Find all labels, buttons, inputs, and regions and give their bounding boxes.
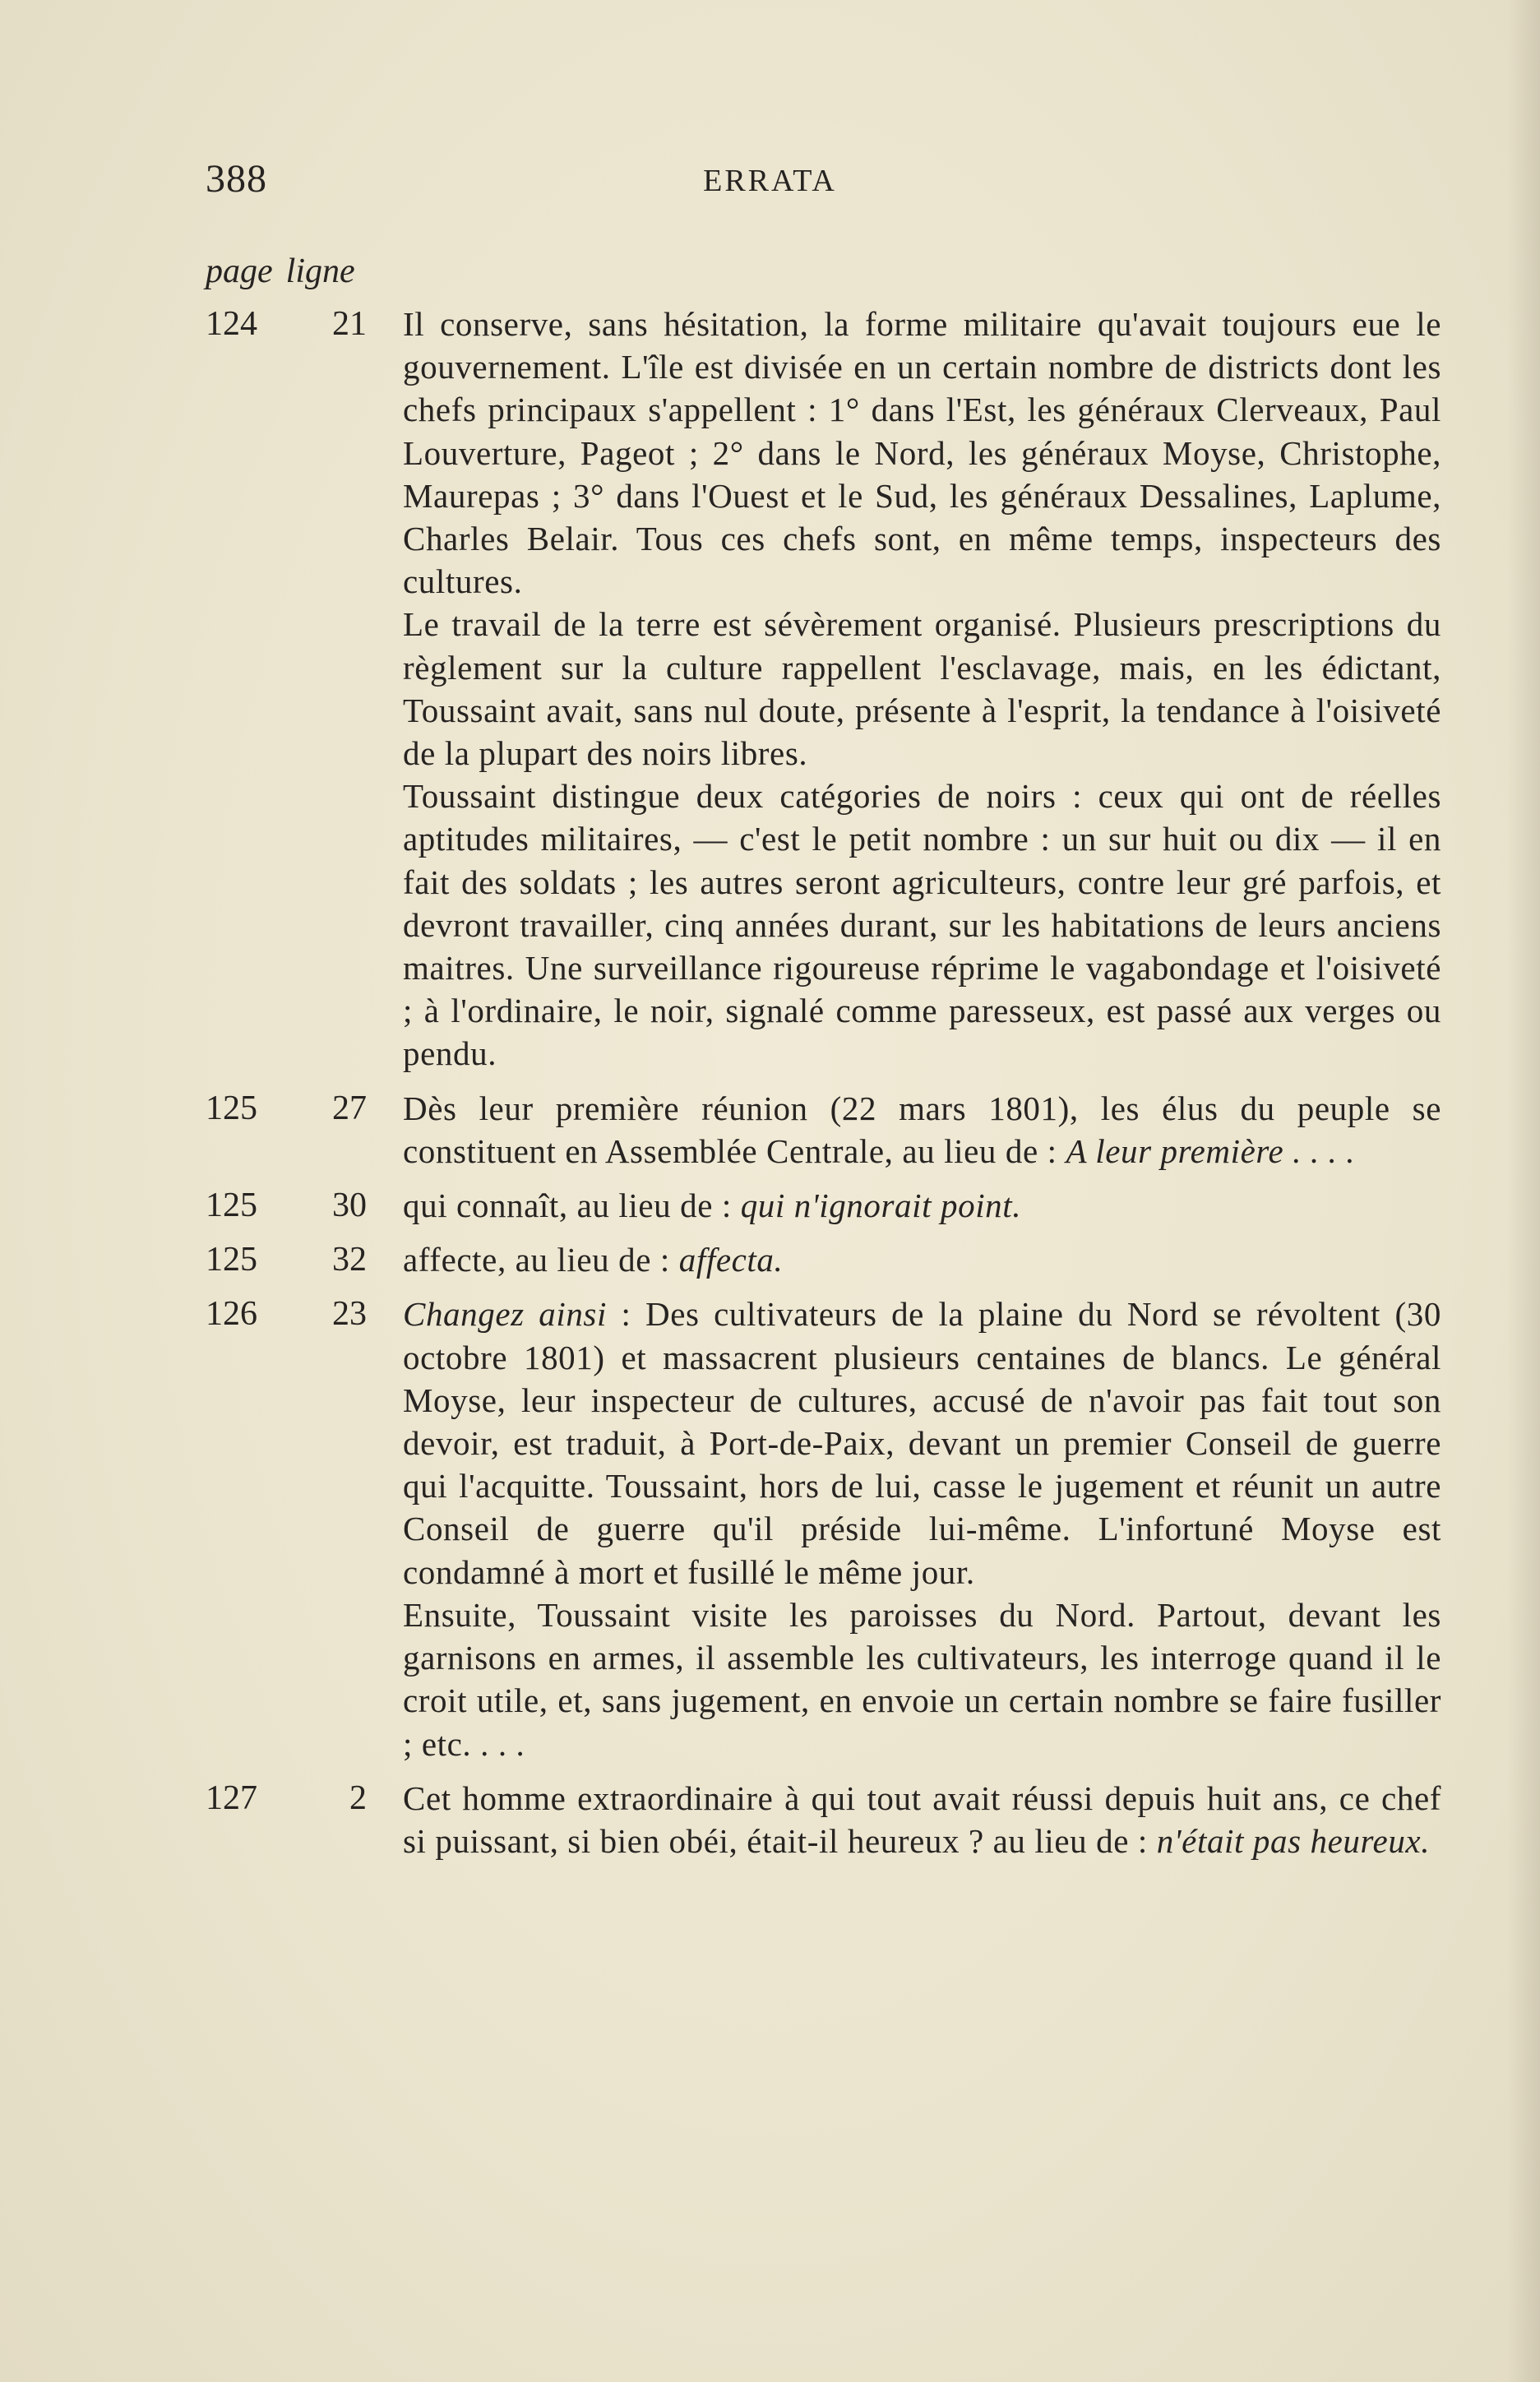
- instruction-text: Changez ainsi: [403, 1295, 607, 1334]
- entry-text: [403, 1777, 1441, 1862]
- original-text: A leur première . . . .: [1066, 1131, 1356, 1170]
- entry-page-ref: 125: [206, 1089, 257, 1127]
- errata-entry: [206, 1777, 1443, 1862]
- errata-list: [206, 303, 1443, 1874]
- column-headers: [206, 252, 368, 291]
- entry-text: [403, 1087, 1441, 1172]
- entry-paragraph: [403, 1184, 1441, 1227]
- entry-paragraph: Toussaint distingue deux catégories de noirs : ceux qui ont de réelles aptitudes militaires, — c'est le petit nombre : un sur huit ou dix — il en fait des soldats ; les autres seront agriculteurs, contre leur gré parfois, et devront travailler, cinq années durant, sur les habitations de leurs anciens maitres. Une surveillance rigoureuse réprime le vagabondage et l'oisiveté ; à l'ordinaire, le noir, signalé comme paresseux, est passé aux verges ou pendu.: [403, 777, 1441, 1073]
- original-text: qui n'ignorait point.: [740, 1186, 1022, 1225]
- entry-text: [403, 1293, 1441, 1765]
- entry-line-ref: 21: [332, 305, 367, 343]
- entry-paragraph: [403, 1777, 1441, 1862]
- entry-line-ref: 2: [349, 1778, 367, 1817]
- entry-paragraph: Ensuite, Toussaint visite les paroisses du Nord. Partout, devant les garnisons en armes, il assemble les cultivateurs, les interroge quand il le croit utile, et, sans jugement, en envoie un certain nombre se faire fusiller ; etc. . . .: [403, 1595, 1441, 1763]
- page-number: 388: [206, 157, 267, 201]
- correction-text: qui connaît, au lieu de :: [403, 1186, 732, 1225]
- errata-entry: [206, 1087, 1443, 1172]
- entry-line-ref: 32: [332, 1241, 367, 1279]
- entry-page-ref: 125: [206, 1241, 257, 1279]
- entry-page-ref: 125: [206, 1186, 257, 1225]
- entry-text: [403, 1184, 1441, 1227]
- correction-text: Cet homme extraordinaire à qui tout avait réussi depuis huit ans, ce chef si puissant, si bien obéi, était-il heureux ? au lieu de :: [403, 1778, 1441, 1860]
- entry-line-ref: 27: [332, 1089, 367, 1127]
- column-header-line: ligne: [285, 252, 355, 290]
- running-title: ERRATA: [703, 164, 837, 198]
- errata-entry: [206, 303, 1443, 1075]
- errata-entry: [206, 1184, 1443, 1227]
- entry-page-ref: 126: [206, 1295, 257, 1334]
- entry-page-ref: 127: [206, 1778, 257, 1817]
- original-text: affecta.: [678, 1241, 784, 1279]
- entry-line-ref: 23: [332, 1295, 367, 1334]
- entry-page-ref: 124: [206, 305, 257, 343]
- original-text: n'était pas heureux.: [1156, 1821, 1431, 1860]
- entry-paragraph: Le travail de la terre est sévèrement organisé. Plusieurs prescriptions du règlement sur la culture rappellent l'esclavage, mais, en les édictant, Toussaint avait, sans nul doute, présente à l'esprit, la tendance à l'oisiveté de la plupart des noirs libres.: [403, 605, 1441, 773]
- entry-text: [403, 303, 1441, 1075]
- entry-paragraph: Il conserve, sans hésitation, la forme militaire qu'avait toujours eue le gouvernement. L'île est divisée en un certain nombre de districts dont les chefs principaux s'appellent : 1° dans l'Est, les généraux Clerveaux, Paul Louverture, Pageot ; 2° dans le Nord, les généraux Moyse, Christophe, Maurepas ; 3° dans l'Ouest et le Sud, les généraux Dessalines, Laplume, Charles Belair. Tous ces chefs sont, en même temps, inspecteurs des cultures.: [403, 305, 1441, 601]
- correction-text: Dès leur première réunion (22 mars 1801), les élus du peuple se constituent en Assemblée Centrale, au lieu de :: [403, 1089, 1441, 1170]
- entry-paragraph: [403, 1087, 1441, 1172]
- errata-entry: [206, 1238, 1443, 1281]
- correction-text: affecte, au lieu de :: [403, 1241, 670, 1279]
- entry-text: [403, 1238, 1441, 1281]
- entry-paragraph: [403, 1293, 1441, 1593]
- errata-entry: [206, 1293, 1443, 1765]
- entry-line-ref: 30: [332, 1186, 367, 1225]
- page-edge-shadow: [1507, 0, 1540, 2382]
- entry-paragraph: [403, 1238, 1441, 1281]
- column-header-page: page: [206, 252, 273, 290]
- correction-text: : Des cultivateurs de la plaine du Nord se révoltent (30 octobre 1801) et massacrent plusieurs centaines de blancs. Le général Moyse, leur inspecteur de cultures, accusé de n'avoir pas fait tout son devoir, est traduit, à Port-de-Paix, devant un premier Conseil de guerre qui l'acquitte. Toussaint, hors de lui, casse le jugement et réunit un autre Conseil de guerre qu'il préside lui-même. L'infortuné Moyse est condamné à mort et fusillé le même jour.: [403, 1295, 1441, 1591]
